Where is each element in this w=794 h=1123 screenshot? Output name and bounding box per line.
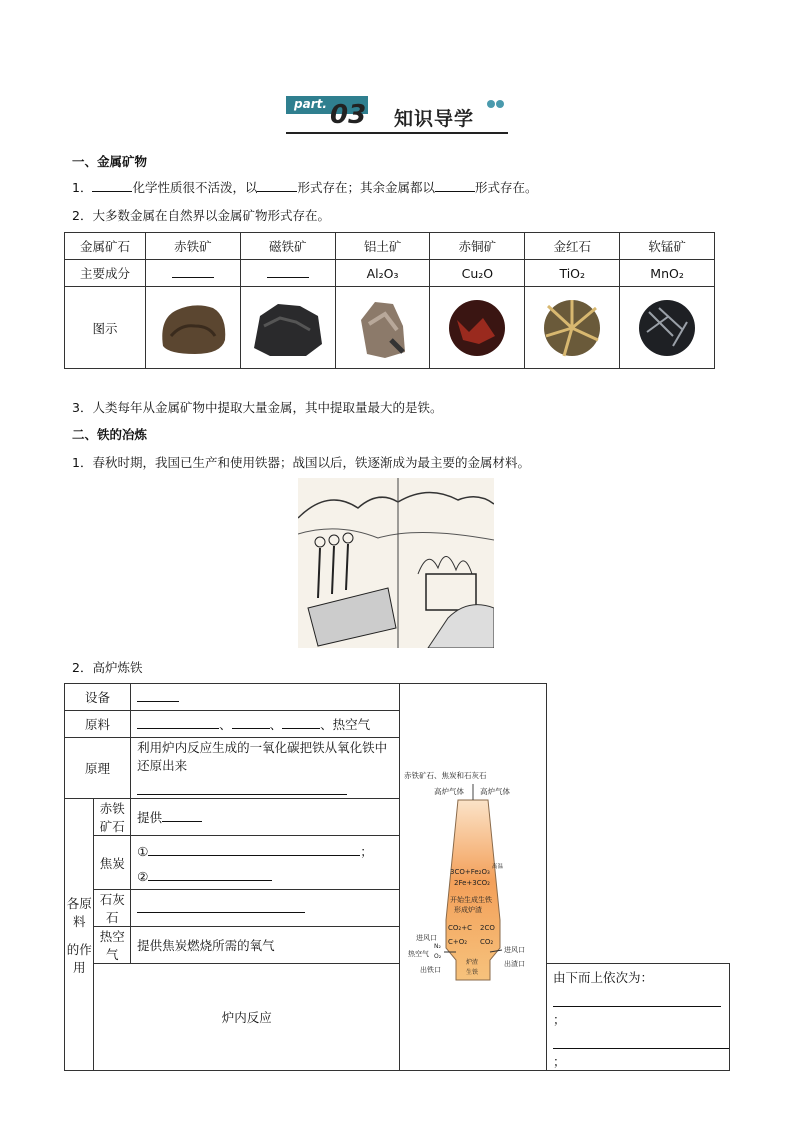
row-label-equipment: 设备 bbox=[65, 684, 131, 711]
furnace-gas-right: 高炉气体 bbox=[479, 787, 510, 796]
section1-title: 一、金属矿物 bbox=[72, 154, 148, 169]
ore-formula: Cu₂O bbox=[430, 260, 525, 287]
section2-line1: 1．春秋时期，我国已生产和使用铁器；战国以后，铁逐渐成为最主要的金属材料。 bbox=[72, 455, 530, 470]
row-label-coke: 焦炭 bbox=[94, 836, 131, 890]
eq1-cond: 高温 bbox=[491, 864, 503, 870]
eq1-right: 2Fe+3CO₂ bbox=[453, 879, 490, 887]
pig-iron-label: 生铁 bbox=[465, 969, 478, 976]
ore-image-bauxite bbox=[335, 287, 430, 369]
section-header bbox=[286, 96, 508, 138]
air-inlet-right: 进风口 bbox=[503, 946, 525, 954]
ancient-smelting-illustration bbox=[298, 478, 494, 648]
o2-label: O₂ bbox=[433, 953, 442, 960]
ore-formula: MnO₂ bbox=[620, 260, 715, 287]
principle-answer: 利用炉内反应生成的一氧化碳把铁从氧化铁中还原出来 bbox=[131, 738, 400, 799]
ore-image-rutile bbox=[525, 287, 620, 369]
header-underline bbox=[286, 132, 508, 134]
ore-image-hematite bbox=[146, 287, 241, 369]
ore-image-magnetite bbox=[240, 287, 335, 369]
ore-name: 磁铁矿 bbox=[240, 233, 335, 260]
ore-header-name: 金属矿石 bbox=[65, 233, 146, 260]
eq2-right: 2CO bbox=[479, 924, 495, 932]
eq2-left: CO₂+C bbox=[447, 924, 472, 932]
decor-dots-icon bbox=[486, 96, 504, 111]
ore-formula-blank bbox=[146, 260, 241, 287]
limestone-answer bbox=[131, 890, 400, 927]
section1-line3: 3．人类每年从金属矿物中提取大量金属，其中提取量最大的是铁。 bbox=[72, 400, 443, 415]
slag-label: 炉渣 bbox=[465, 959, 478, 966]
air-inlet-left: 进风口 bbox=[415, 934, 437, 942]
row-label-materials: 原料 bbox=[65, 711, 131, 738]
equipment-answer bbox=[131, 684, 400, 711]
materials-answer: 、 、 、热空气 bbox=[131, 711, 400, 738]
hematite-answer: 提供 bbox=[131, 799, 400, 836]
row-label-hot-air: 热空气 bbox=[94, 927, 131, 964]
page-title: 知识导学 bbox=[394, 108, 475, 130]
furnace-mid2: 形成炉渣 bbox=[453, 906, 482, 914]
eq3-right: CO₂ bbox=[479, 938, 494, 946]
row-label-reaction: 炉内反应 bbox=[94, 964, 400, 1071]
row-label-limestone: 石灰石 bbox=[94, 890, 131, 927]
reaction-answer: 由下而上依次为： ； ； bbox=[547, 964, 730, 1071]
furnace-gas-left: 高炉气体 bbox=[433, 787, 464, 796]
ore-name: 赤铜矿 bbox=[430, 233, 525, 260]
ore-image-pyrolusite bbox=[620, 287, 715, 369]
part-number: 03 bbox=[330, 100, 367, 130]
ore-formula: TiO₂ bbox=[525, 260, 620, 287]
slag-outlet-label: 出渣口 bbox=[503, 960, 525, 968]
section2-line2: 2．高炉炼铁 bbox=[72, 660, 143, 675]
ore-name: 金红石 bbox=[525, 233, 620, 260]
ore-name: 铝土矿 bbox=[335, 233, 430, 260]
eq1-left: 3CO+Fe₂O₃ bbox=[449, 868, 490, 876]
hot-air-label: 热空气 bbox=[407, 950, 429, 958]
section1-line2: 2．大多数金属在自然界以金属矿物形式存在。 bbox=[72, 208, 330, 223]
eq3-left: C+O₂ bbox=[447, 938, 468, 946]
row-label-roles: 各原料 的作用 bbox=[65, 799, 94, 1071]
iron-outlet-label: 出铁口 bbox=[419, 966, 441, 974]
ore-table bbox=[64, 232, 715, 369]
section2-title: 二、铁的冶炼 bbox=[72, 427, 148, 442]
ore-header-component: 主要成分 bbox=[65, 260, 146, 287]
hot-air-answer: 提供焦炭燃烧所需的氧气 bbox=[131, 927, 400, 964]
row-label-hematite: 赤铁矿石 bbox=[94, 799, 131, 836]
ore-name: 赤铁矿 bbox=[146, 233, 241, 260]
furnace-mid1: 开始生成生铁 bbox=[449, 896, 492, 904]
furnace-diagram-cell bbox=[399, 684, 546, 1071]
ore-formula-blank bbox=[240, 260, 335, 287]
row-label-principle: 原理 bbox=[65, 738, 131, 799]
coke-answer: ① ； ② bbox=[131, 836, 400, 890]
ore-name: 软锰矿 bbox=[620, 233, 715, 260]
ore-image-cuprite bbox=[430, 287, 525, 369]
n2-label: N₂ bbox=[433, 943, 441, 950]
section1-line1: 1． 化学性质很不活泼，以 形式存在；其余金属都以 形式存在。 bbox=[72, 180, 538, 195]
ore-formula: Al₂O₃ bbox=[335, 260, 430, 287]
ore-header-image: 图示 bbox=[65, 287, 146, 369]
furnace-top-label: 赤铁矿石、焦炭和石灰石 bbox=[403, 771, 487, 780]
part-badge: part. bbox=[286, 96, 368, 114]
blast-furnace-diagram bbox=[400, 714, 546, 1040]
blast-furnace-table bbox=[64, 683, 730, 1071]
